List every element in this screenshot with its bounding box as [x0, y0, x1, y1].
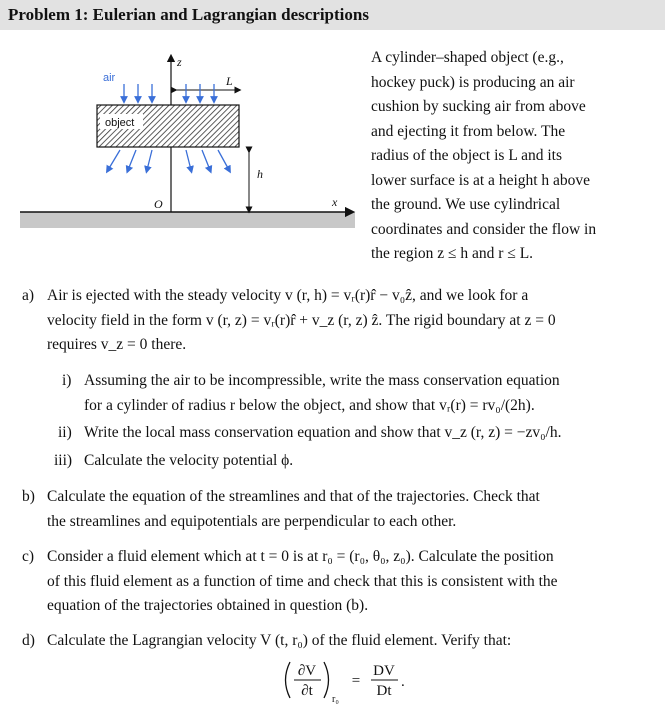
part-a-text: Air is ejected with the steady velocity v (r, h) = vᵣ(r)r̂ − v₀ẑ, and we look for a velocity field in the form v (r, z) = vᵣ(r)r̂ + v_z (r, z) ẑ. The rigid boundary at z = 0 requires v_z = 0 there. [47, 287, 556, 353]
part-a-iii-text: Calculate the velocity potential ϕ. [84, 452, 294, 469]
part-c-text: Consider a fluid element which at t = 0 is at r₀ = (r₀, θ₀, z₀). Calculate the position of this fluid element as a function of time and check that this is consistent with the equation of the trajectories obtained in question (b). [47, 548, 558, 614]
intro-paragraph: A cylinder–shaped object (e.g., hockey puck) is producing an air cushion by sucking air from above and ejecting it from below. The radius of the object is L and its lower surface is at a height h above the ground. We use cylindrical coordinates and consider the flow in the region z ≤ h and r ≤ L. [371, 49, 597, 262]
part-a-ii-text: Write the local mass conservation equation and show that v_z (r, z) = −zv₀/h. [84, 424, 562, 441]
part-a-iii-label: iii) [54, 452, 73, 469]
problem-title: Problem 1: Eulerian and Lagrangian descriptions [8, 5, 369, 24]
svg-text:DV: DV [373, 663, 395, 679]
outflow-arrows [108, 150, 229, 170]
svg-text:∂t: ∂t [301, 683, 313, 699]
puck-diagram [0, 36, 362, 236]
label-object: object [105, 117, 135, 129]
svg-text:.: . [401, 674, 405, 690]
svg-text:∂V: ∂V [297, 663, 317, 679]
svg-text:r₀: r₀ [332, 694, 339, 705]
part-a-ii-label: ii) [58, 424, 72, 441]
part-d-text: Calculate the Lagrangian velocity V (t, r₀) of the fluid element. Verify that: [47, 632, 512, 649]
part-c-label: c) [22, 548, 35, 565]
lagrangian-equation [278, 656, 418, 706]
label-O: O [154, 197, 163, 211]
label-x: x [332, 195, 338, 209]
inflow-arrows [124, 84, 214, 100]
label-air: air [103, 72, 116, 84]
label-h: h [257, 167, 263, 181]
label-z: z [177, 55, 182, 69]
svg-text:Dt: Dt [376, 683, 392, 699]
part-b-label: b) [22, 488, 35, 505]
part-a-label: a) [22, 287, 35, 304]
part-b-text: Calculate the equation of the streamlines and that of the trajectories. Check that the streamlines and equipotentials are perpendicular to each other. [47, 488, 540, 530]
part-a-i-label: i) [62, 372, 72, 389]
part-a-i-text: Assuming the air to be incompressible, write the mass conservation equation for a cylinder of radius r below the object, and show that vᵣ(r) = rv₀/(2h). [84, 372, 560, 414]
part-d-label: d) [22, 632, 35, 649]
svg-text:=: = [351, 673, 361, 689]
label-L: L [226, 74, 233, 88]
ground [20, 212, 355, 228]
